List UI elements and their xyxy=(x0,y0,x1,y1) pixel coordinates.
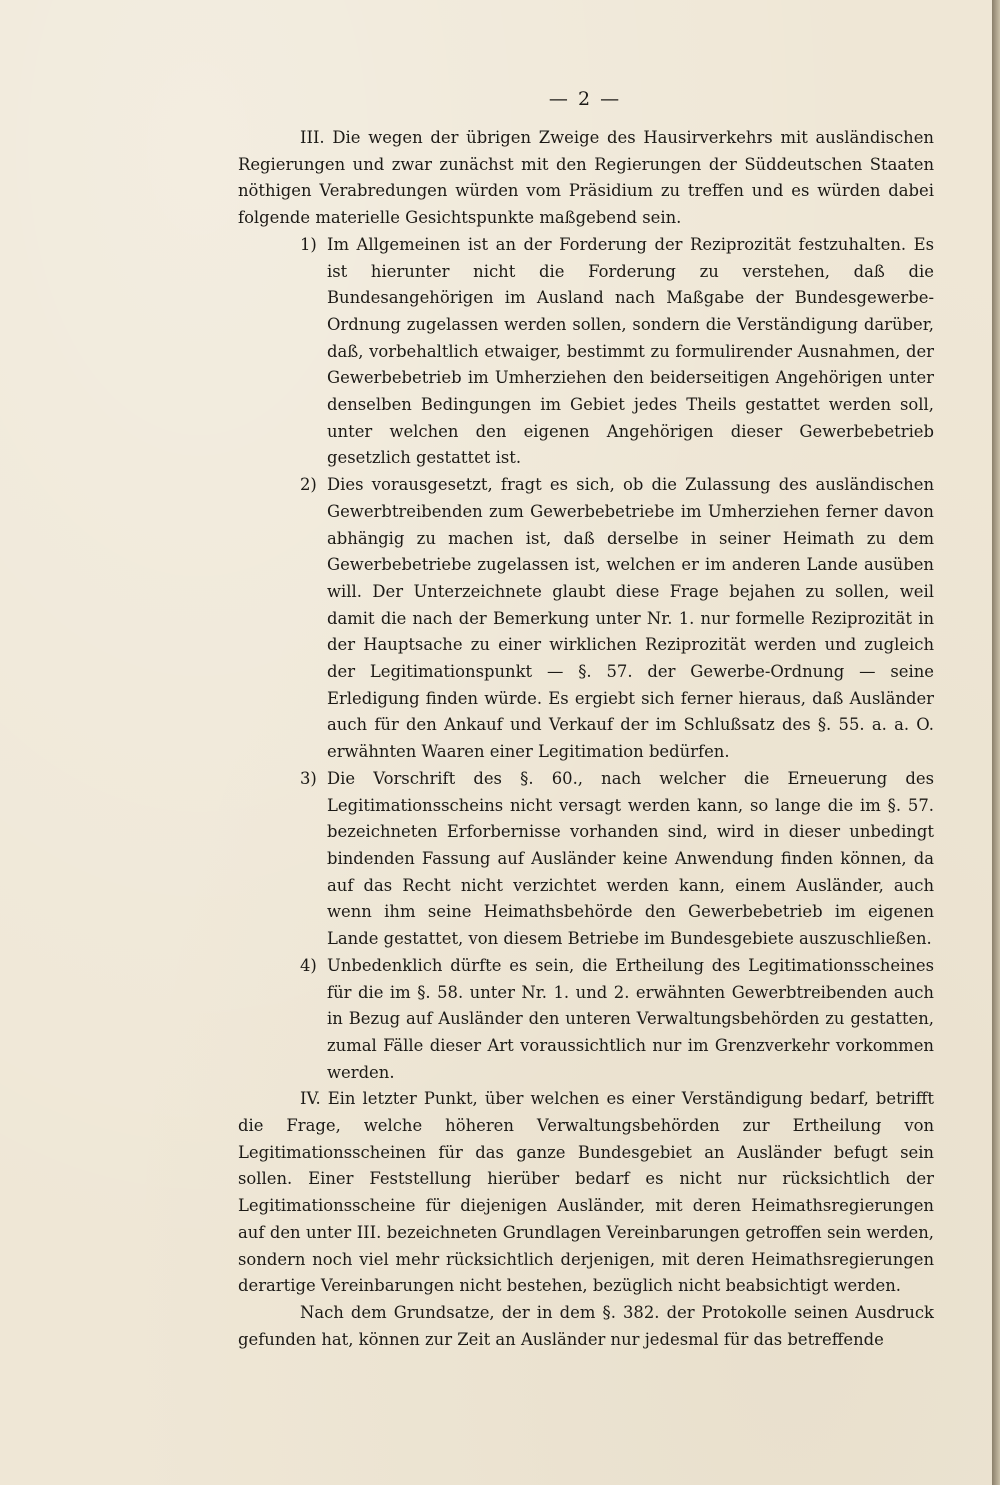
list-item-number: 2) xyxy=(300,475,317,495)
page-edge-shadow xyxy=(992,0,1000,1485)
list-item-4 xyxy=(238,953,934,1087)
list-item-text: Die Vorschrift des §. 60., nach welcher die Erneuerung des Legitimationsscheins nicht versagt werden kann, so lange die im §. 57. bezeichneten Erforbernisse vorhanden sind, wird in dieser unbedingt bindenden Fassung auf Ausländer keine Anwendung finden können, da auf das Recht nicht verzichtet werden kann, einem Ausländer, auch wenn ihm seine Heimathsbehörde den Gewerbebetrieb im eigenen Lande gestattet, von diesem Betriebe im Bundesgebiete auszuschließen. xyxy=(327,768,934,949)
list-item-number: 4) xyxy=(300,955,317,975)
section-iv-text: Ein letzter Punkt, über welchen es einer Verständigung bedarf, betrifft die Frage, welche höheren Verwaltungsbehörden zur Ertheilung von Legitimationsscheinen für das ganze Bundesgebiet an Ausländer befugt sein sollen. Einer Feststellung hierüber bedarf es nicht nur rücksichtlich der Legitimationsscheine für diejenigen Ausländer, mit deren Heimathsregierungen auf den unter III. bezeichneten Grundlagen Vereinbarungen getroffen sein werden, sondern noch viel mehr rücksichtlich derjenigen, mit deren Heimathsregierungen derartige Vereinbarungen nicht bestehen, bezüglich nicht beabsichtigt werden. xyxy=(238,1089,934,1296)
list-item-text: Unbedenklich dürfte es sein, die Ertheilung des Legitimationsscheines für die im §. 58. unter Nr. 1. und 2. erwähnten Gewerbtreibenden auch in Bezug auf Ausländer den unteren Verwaltungsbehörden zu gestatten, zumal Fälle dieser Art voraussichtlich nur im Grenzverkehr vorkommen werden. xyxy=(327,955,934,1082)
list-item-text: Dies vorausgesetzt, fragt es sich, ob die Zulassung des ausländischen Gewerbtreibenden zum Gewerbebetriebe im Umherziehen ferner davon abhängig zu machen ist, daß derselbe in seiner Heimath zu dem Gewerbebetriebe zugelassen ist, welchen er im anderen Lande ausüben will. Der Unterzeichnete glaubt diese Frage bejahen zu sollen, weil damit die nach der Bemerkung unter Nr. 1. nur formelle Reziprozität in der Hauptsache zu einer wirklichen Reziprozität werden und zugleich der Legitimationspunkt — §. 57. der Gewerbe-Ordnung — seine Erledigung finden würde. Es ergiebt sich ferner hieraus, daß Ausländer auch für den Ankauf und Verkauf der im Schlußsatz des §. 55. a. a. O. erwähnten Waaren einer Legitimation bedürfen. xyxy=(327,475,934,762)
section-iii xyxy=(238,125,934,232)
section-iv xyxy=(238,1086,934,1300)
closing-paragraph: Nach dem Grundsatze, der in dem §. 382. der Protokolle seinen Ausdruck gefunden hat, können zur Zeit an Ausländer nur jedesmal für das betreffende xyxy=(238,1302,934,1349)
list-item-number: 3) xyxy=(300,768,317,788)
section-iv-label: IV. xyxy=(300,1089,321,1109)
list-item-2 xyxy=(238,472,934,766)
section-iii-label: III. xyxy=(300,128,325,147)
document-body xyxy=(238,125,934,1353)
list-item-number: 1) xyxy=(300,234,317,254)
page-number: — 2 — xyxy=(548,88,622,110)
list-item-3 xyxy=(238,766,934,953)
list-item-text: Im Allgemeinen ist an der Forderung der Reziprozität festzuhalten. Es ist hierunter nicht die Forderung zu verstehen, daß die Bundesangehörigen im Ausland nach Maßgabe der Bundesgewerbe-Ordnung zugelassen werden sollen, sondern die Verständigung darüber, daß, vorbehaltlich etwaiger, bestimmt zu formulirender Ausnahmen, der Gewerbebetrieb im Umherziehen den beiderseitigen Angehörigen unter denselben Bedingungen im Gebiet jedes Theils gestattet werden soll, unter welchen den eigenen Angehörigen dieser Gewerbebetrieb gesetzlich gestattet ist. xyxy=(327,234,934,468)
section-iii-text: Die wegen der übrigen Zweige des Hausirverkehrs mit ausländischen Regierungen und zwar zunächst mit den Regierungen der Süddeutschen Staaten nöthigen Verabredungen würden vom Präsidium zu treffen und es würden dabei folgende materielle Gesichtspunkte maßgebend sein. xyxy=(238,128,934,228)
list-item-1 xyxy=(238,232,934,472)
